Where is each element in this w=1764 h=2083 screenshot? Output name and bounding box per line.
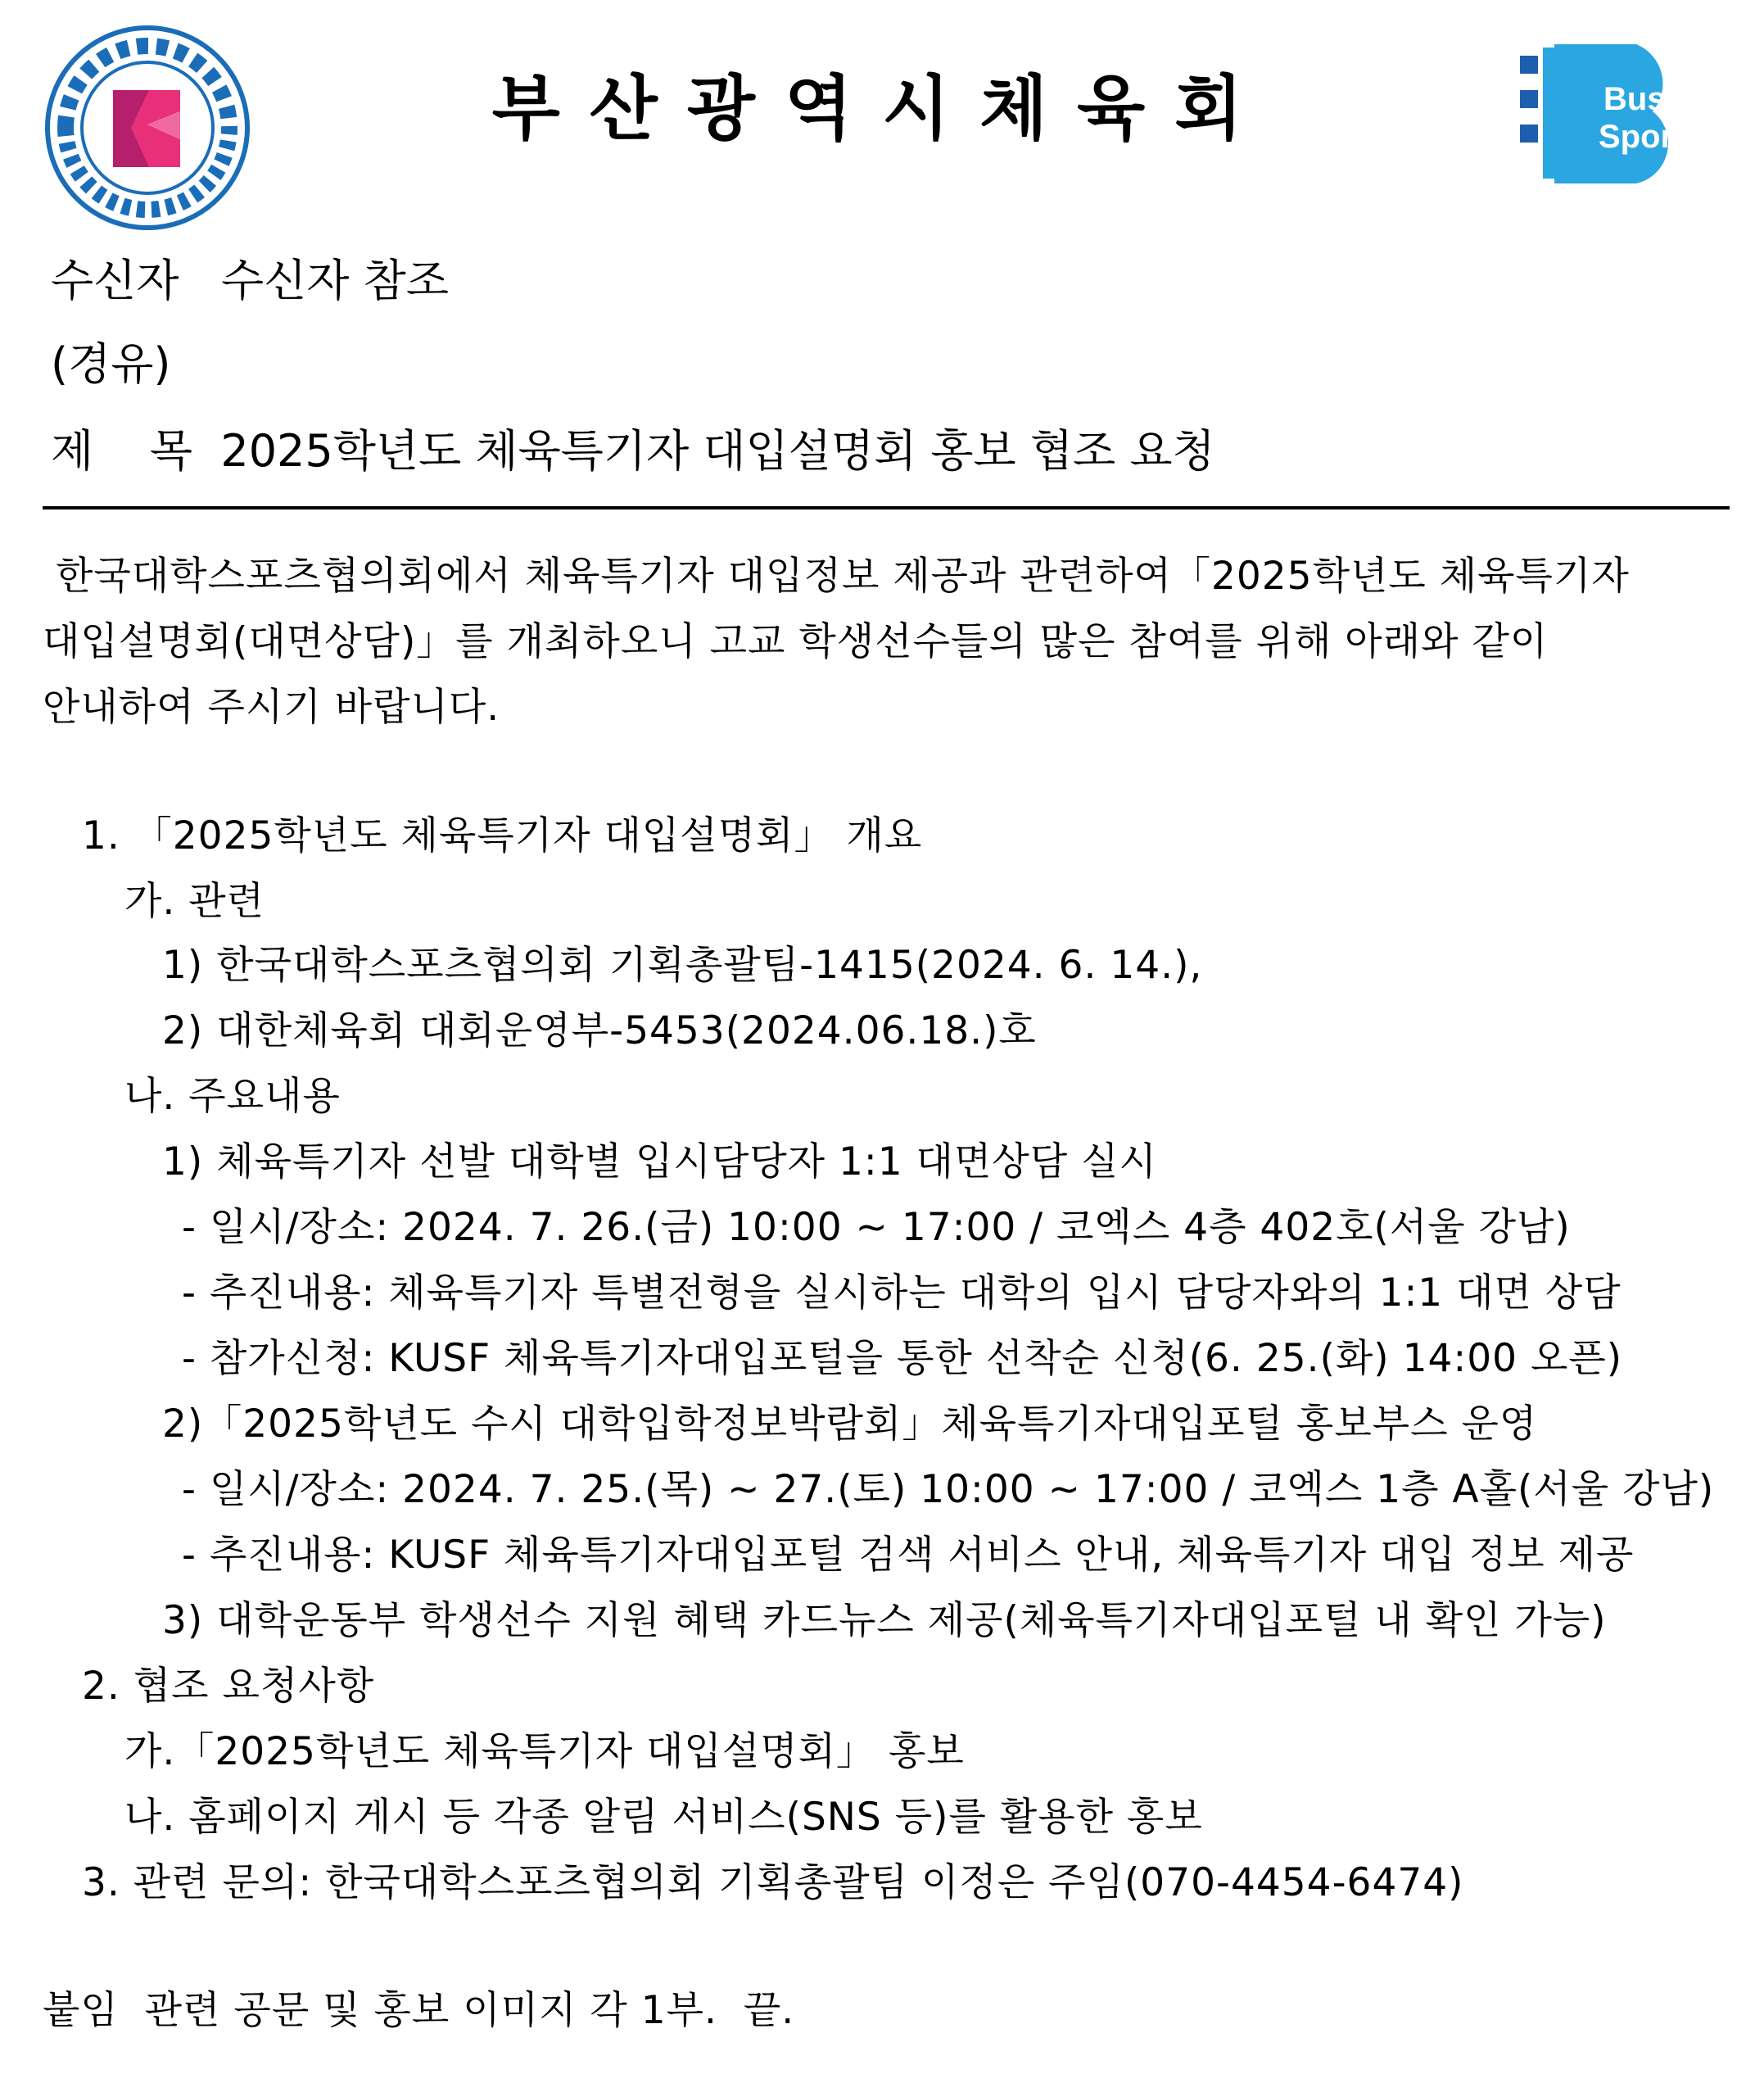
section-1-ga: 가. 관련 xyxy=(124,879,265,924)
list-item: - 추진내용: 체육특기자 특별전형을 실시하는 대학의 입시 담당자와의 1:1 대면 상담 xyxy=(182,1270,1622,1315)
busan-sports-council-seal xyxy=(43,23,252,233)
list-item: 1) 한국대학스포츠협의회 기획총괄팀-1415(2024. 6. 14.), xyxy=(162,943,1203,988)
subject-value: 2025학년도 체육특기자 대입설명회 홍보 협조 요청 xyxy=(220,425,1215,477)
list-item: 나. 홈페이지 게시 등 각종 알림 서비스(SNS 등)를 활용한 홍보 xyxy=(124,1795,1203,1840)
list-item: 2)「2025학년도 수시 대학입학정보박람회」체육특기자대입포털 홍보부스 운영 xyxy=(162,1401,1538,1447)
intro-line: 안내하여 주시기 바랍니다. xyxy=(43,685,500,730)
subject-line xyxy=(51,423,1215,480)
section-1-heading: 1. 「2025학년도 체육특기자 대입설명회」 개요 xyxy=(82,813,923,858)
seal-mark-icon xyxy=(113,90,180,167)
list-item: - 참가신청: KUSF 체육특기자대입포털을 통한 선착순 신청(6. 25.(화) 14:00 오픈) xyxy=(182,1336,1623,1381)
recipient-label: 수신자 xyxy=(51,255,179,306)
list-item: 1) 체육특기자 선발 대학별 입시담당자 1:1 대면상담 실시 xyxy=(162,1139,1157,1184)
brand-line1: Busan xyxy=(1603,81,1704,117)
header-divider xyxy=(43,506,1730,509)
section-2-heading: 2. 협조 요청사항 xyxy=(82,1664,375,1709)
list-item: 3) 대학운동부 학생선수 지원 혜택 카드뉴스 제공(체육특기자대입포털 내 확인 가능) xyxy=(162,1598,1607,1643)
section-1-na: 나. 주요내용 xyxy=(124,1074,341,1119)
list-item: 가.「2025학년도 체육특기자 대입설명회」 홍보 xyxy=(124,1729,965,1774)
list-item: - 일시/장소: 2024. 7. 25.(목) ~ 27.(토) 10:00 ~ 17:00 / 코엑스 1층 A홀(서울 강남) xyxy=(182,1467,1715,1512)
list-item: - 추진내용: KUSF 체육특기자대입포털 검색 서비스 안내, 체육특기자 대입 정보 제공 xyxy=(182,1533,1635,1578)
section-3-heading: 3. 관련 문의: 한국대학스포츠협의회 기획총괄팀 이정은 주임(070-4454-6474) xyxy=(82,1860,1464,1905)
list-item: 2) 대한체육회 대회운영부-5453(2024.06.18.)호 xyxy=(162,1008,1037,1053)
subject-label: 제 목 xyxy=(51,425,192,477)
brand-line2: Sports xyxy=(1599,119,1703,155)
recipient-line xyxy=(51,252,449,310)
busan-sports-logo xyxy=(1513,39,1726,187)
list-item: - 일시/장소: 2024. 7. 26.(금) 10:00 ~ 17:00 / 코엑스 4층 402호(서울 강남) xyxy=(182,1205,1571,1250)
via-line: (경유) xyxy=(51,338,171,390)
attachment-line: 붙임 관련 공문 및 홍보 이미지 각 1부. 끝. xyxy=(43,1988,795,2033)
recipient-value: 수신자 참조 xyxy=(221,255,449,306)
intro-paragraph xyxy=(43,544,1730,740)
intro-line: 한국대학스포츠협의회에서 체육특기자 대입정보 제공과 관련하여「2025학년도 체육특기자 xyxy=(43,554,1630,599)
intro-line: 대입설명회(대면상담)」를 개최하오니 고교 학생선수들의 많은 참여를 위해 아래와 같이 xyxy=(43,619,1549,664)
org-title: 부산광역시체육회 xyxy=(491,68,1273,150)
